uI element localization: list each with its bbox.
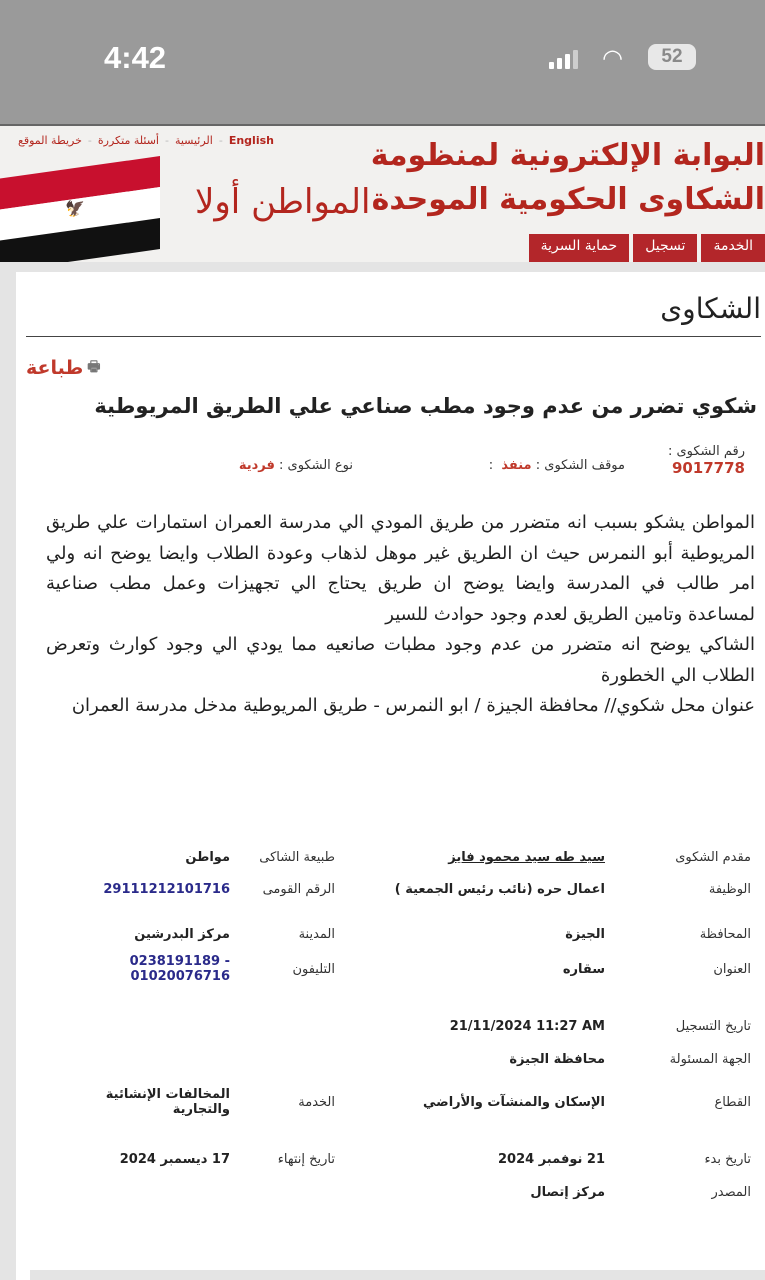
detail-label: الجهة المسئولة bbox=[669, 1052, 751, 1067]
egypt-flag-icon: 🦅 bbox=[0, 156, 160, 262]
battery-icon: 52 bbox=[648, 44, 696, 70]
faq-link[interactable]: أسئلة متكررة bbox=[97, 134, 159, 147]
number-value: 9017778 bbox=[671, 459, 745, 477]
body-paragraph: عنوان محل شكوي// محافظة الجيزة / ابو النمرس - طريق المريوطية مدخل مدرسة العمران bbox=[71, 695, 755, 716]
signal-icon bbox=[549, 50, 578, 69]
detail-label: التليفون bbox=[292, 962, 335, 977]
type-value: فردية bbox=[238, 458, 275, 473]
nav-service[interactable]: الخدمة bbox=[701, 234, 765, 262]
detail-value: 0238191189 - 01020076716 bbox=[129, 954, 230, 984]
complaint-number bbox=[668, 444, 745, 477]
detail-value: 21/11/2024 11:27 AM bbox=[449, 1019, 605, 1034]
status-suffix: : bbox=[488, 458, 494, 473]
detail-value: سقاره bbox=[562, 962, 605, 977]
print-button[interactable] bbox=[26, 356, 101, 380]
footer-bar bbox=[30, 1270, 765, 1280]
status-bar bbox=[0, 0, 765, 124]
detail-value: الجيزة bbox=[565, 927, 605, 942]
body-paragraph: المواطن يشكو بسبب انه متضرر من طريق المودي الي مدرسة العمران استمارات علي طريق المريوطية أبو النمرس حيث ان الطريق غير موهل لذهاب وعودة الطلاب وايضا يوضح انه ولي امر طالب في المدرسة وايضا يوضح ان طريق يحتاج الي تجهيزات وعمل مطب صناعية لمساعدة وتامين الطريق لعدم وجود حوادث للسير bbox=[46, 512, 755, 625]
detail-value: 17 ديسمبر 2024 bbox=[119, 1152, 230, 1167]
complaint-status bbox=[489, 458, 625, 473]
nav-register[interactable]: تسجيل bbox=[633, 234, 697, 262]
detail-label: المدينة bbox=[298, 927, 335, 942]
main-nav bbox=[529, 234, 765, 262]
detail-value: مركز البدرشين bbox=[134, 927, 230, 942]
number-label: رقم الشكوى : bbox=[667, 444, 745, 459]
detail-label: الوظيفة bbox=[708, 882, 751, 897]
nav-privacy[interactable]: حماية السرية bbox=[529, 234, 630, 262]
detail-value: 29111212101716 bbox=[103, 882, 230, 897]
sitemap-link[interactable]: خريطة الموقع bbox=[18, 134, 82, 147]
detail-value: مركز إتصال bbox=[530, 1185, 605, 1200]
wifi-icon: ◠ bbox=[602, 44, 623, 72]
status-value: منفذ bbox=[501, 458, 532, 473]
detail-label: الخدمة bbox=[298, 1095, 335, 1110]
print-label: طباعة bbox=[26, 357, 84, 379]
home-link[interactable]: الرئيسية bbox=[174, 134, 213, 147]
page-title: الشكاوى bbox=[660, 292, 761, 325]
detail-label: تاريخ التسجيل bbox=[675, 1019, 751, 1034]
slogan: المواطن أولا bbox=[195, 182, 371, 222]
type-label: نوع الشكوى : bbox=[279, 458, 353, 473]
top-links: English - الرئيسية - أسئلة متكررة - خريطة الموقع bbox=[18, 134, 274, 147]
site-title-line2: الشكاوى الحكومية الموحدة bbox=[371, 182, 765, 217]
site-title-line1: البوابة الإلكترونية لمنظومة bbox=[370, 138, 765, 173]
detail-label: القطاع bbox=[714, 1095, 751, 1110]
divider bbox=[26, 336, 761, 337]
complaint-body bbox=[46, 508, 755, 722]
detail-label: تاريخ إنتهاء bbox=[277, 1152, 335, 1167]
detail-label: العنوان bbox=[713, 962, 751, 977]
complaint-title: شكوي تضرر من عدم وجود مطب صناعي علي الطريق المريوطية bbox=[94, 394, 757, 418]
detail-value: اعمال حره (نائب رئيس الجمعية ) bbox=[394, 882, 605, 897]
site-header bbox=[0, 124, 765, 262]
body-paragraph: الشاكي يوضح انه متضرر من عدم وجود مطبات صانعيه مما يودي الي وجود كوارث وتعرض الطلاب الي الخطورة bbox=[46, 634, 755, 686]
status-label: موقف الشكوى : bbox=[535, 458, 625, 473]
detail-label: المحافظة bbox=[699, 927, 751, 942]
detail-value: الإسكان والمنشآت والأراضي bbox=[423, 1095, 605, 1110]
detail-value: مواطن bbox=[185, 850, 230, 865]
detail-value[interactable]: سيد طه سيد محمود فايز bbox=[448, 850, 605, 865]
clock: 4:42 bbox=[104, 40, 167, 75]
detail-label: الرقم القومى bbox=[262, 882, 335, 897]
detail-value: 21 نوفمبر 2024 bbox=[498, 1152, 605, 1167]
detail-label: طبيعة الشاكى bbox=[259, 850, 335, 865]
detail-value: محافظة الجيزة bbox=[509, 1052, 605, 1067]
printer-icon: 🖶 bbox=[87, 359, 101, 375]
detail-value: المخالفات الإنشائية والتجارية bbox=[105, 1087, 230, 1117]
detail-label: مقدم الشكوى bbox=[675, 850, 751, 865]
english-link[interactable]: English bbox=[228, 134, 274, 147]
complaint-card bbox=[16, 272, 765, 1280]
detail-label: تاريخ بدء bbox=[704, 1152, 751, 1167]
detail-label: المصدر bbox=[711, 1185, 751, 1200]
complaint-type bbox=[239, 458, 353, 473]
